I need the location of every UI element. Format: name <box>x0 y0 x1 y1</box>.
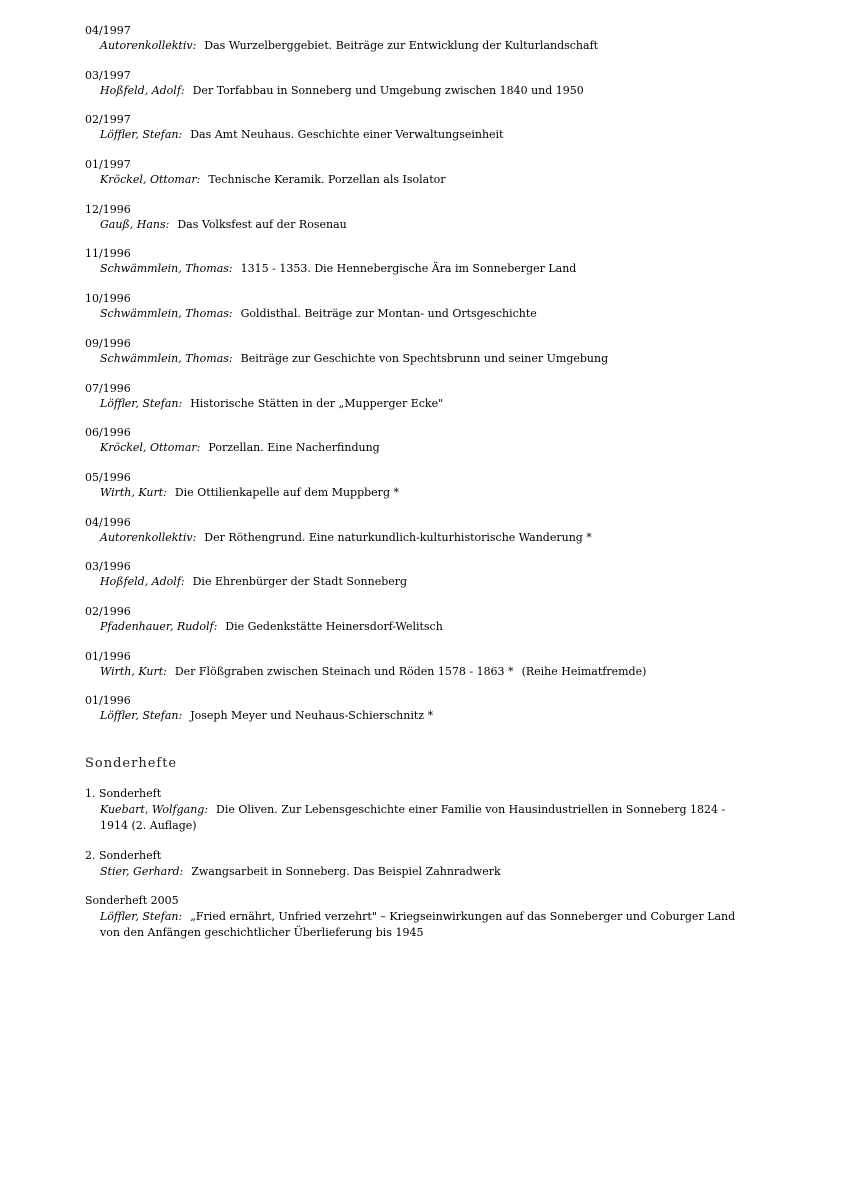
list-item <box>85 649 765 694</box>
list-item <box>85 470 765 515</box>
entry-author: Hoßfeld, Adolf: <box>100 575 185 589</box>
entry-date: 12/1996 <box>85 202 131 216</box>
special-author: Stier, Gerhard: <box>100 865 184 878</box>
special-title: Zwangsarbeit in Sonneberg. Das Beispiel Zahnradwerk <box>191 865 501 878</box>
special-body <box>85 909 755 941</box>
entry-date: 01/1996 <box>85 694 131 708</box>
entry-body <box>85 485 765 500</box>
list-item <box>85 157 765 202</box>
list-item <box>85 246 765 291</box>
entry-date: 03/1996 <box>85 560 131 574</box>
list-item <box>85 604 765 649</box>
entry-note: (Reihe Heimatfremde) <box>521 664 647 678</box>
special-title: „Fried ernährt, Unfried verzehrt" – Kriegseinwirkungen auf das Sonneberger und Coburger Land von den Anfängen geschichtlicher Überlieferung bis 1945 <box>100 910 736 939</box>
special-title: Die Oliven. Zur Lebensgeschichte einer Familie von Hausindustriellen in Sonneberg 1824 - 1914 (2. Auflage) <box>100 803 726 832</box>
entry-date: 01/1997 <box>85 158 131 172</box>
entry-title: Historische Stätten in der „Mupperger Ecke" <box>190 396 444 410</box>
entry-title: Der Flößgraben zwischen Steinach und Röden 1578 - 1863 * <box>174 664 514 678</box>
entry-author: Schwämmlein, Thomas: <box>100 307 233 321</box>
entry-body <box>85 38 765 53</box>
special-issue <box>85 848 755 880</box>
entry-title: Beiträge zur Geschichte von Spechtsbrunn und seiner Umgebung <box>240 351 609 365</box>
entry-date: 09/1996 <box>85 336 131 350</box>
entry-body <box>85 530 765 545</box>
special-heading: Sonderheft 2005 <box>85 894 179 907</box>
entry-date: 02/1996 <box>85 604 131 618</box>
entry-title: Die Ottilienkapelle auf dem Muppberg * <box>174 485 399 499</box>
list-item <box>85 336 765 381</box>
list-item <box>85 381 765 426</box>
entry-title: Der Röthengrund. Eine naturkundlich-kulturhistorische Wanderung * <box>204 530 592 544</box>
special-issue <box>85 893 755 941</box>
entry-author: Löffler, Stefan: <box>100 396 183 410</box>
entry-body <box>85 83 765 98</box>
special-author: Kuebart, Wolfgang: <box>100 803 209 816</box>
entry-author: Schwämmlein, Thomas: <box>100 351 233 365</box>
list-item <box>85 693 765 738</box>
list-item <box>85 23 765 68</box>
entry-author: Pfadenhauer, Rudolf: <box>100 619 218 633</box>
entry-body <box>85 351 765 366</box>
entry-date: 01/1996 <box>85 649 131 663</box>
special-body <box>85 864 755 880</box>
entry-author: Wirth, Kurt: <box>100 664 167 678</box>
publication-list <box>85 23 765 738</box>
entry-author: Autorenkollektiv: <box>100 530 197 544</box>
entry-body <box>85 440 765 455</box>
entry-title: Porzellan. Eine Nacherfindung <box>208 441 380 455</box>
entry-body <box>85 574 765 589</box>
list-item <box>85 112 765 157</box>
entry-date: 03/1997 <box>85 68 131 82</box>
entry-author: Gauß, Hans: <box>100 217 170 231</box>
entry-body <box>85 619 765 634</box>
list-item <box>85 291 765 336</box>
entry-title: Das Volksfest auf der Rosenau <box>177 217 347 231</box>
entry-date: 05/1996 <box>85 470 131 484</box>
entry-title: Das Wurzelberggebiet. Beiträge zur Entwicklung der Kulturlandschaft <box>204 39 599 52</box>
entry-title: Das Amt Neuhaus. Geschichte einer Verwaltungseinheit <box>190 128 504 142</box>
list-item <box>85 515 765 560</box>
entry-body <box>85 664 765 679</box>
entry-author: Löffler, Stefan: <box>100 709 183 723</box>
entry-author: Autorenkollektiv: <box>100 39 197 52</box>
entry-author: Löffler, Stefan: <box>100 128 183 142</box>
entry-date: 04/1996 <box>85 515 131 529</box>
entry-author: Schwämmlein, Thomas: <box>100 262 233 276</box>
entry-date: 07/1996 <box>85 381 131 395</box>
special-author: Löffler, Stefan: <box>100 910 183 923</box>
entry-date: 11/1996 <box>85 247 131 261</box>
entry-body <box>85 306 765 321</box>
special-heading: 1. Sonderheft <box>85 787 162 800</box>
special-heading: 2. Sonderheft <box>85 849 162 862</box>
entry-body <box>85 217 765 232</box>
special-body <box>85 802 755 834</box>
entry-author: Kröckel, Ottomar: <box>100 441 201 455</box>
list-item <box>85 559 765 604</box>
entry-date: 06/1996 <box>85 426 131 440</box>
list-item <box>85 425 765 470</box>
entry-date: 02/1997 <box>85 113 131 127</box>
entry-title: 1315 - 1353. Die Hennebergische Ära im Sonneberger Land <box>240 262 577 276</box>
entry-date: 04/1997 <box>85 24 131 37</box>
section-heading-sonderhefte: Sonderhefte <box>85 756 178 771</box>
entry-body <box>85 172 765 187</box>
entry-author: Hoßfeld, Adolf: <box>100 83 185 97</box>
list-item <box>85 202 765 247</box>
entry-title: Die Ehrenbürger der Stadt Sonneberg <box>192 575 408 589</box>
entry-body <box>85 396 765 411</box>
list-item <box>85 68 765 113</box>
entry-title: Goldisthal. Beiträge zur Montan- und Ortsgeschichte <box>240 307 537 321</box>
entry-title: Technische Keramik. Porzellan als Isolator <box>208 173 446 187</box>
special-issue <box>85 786 755 834</box>
entry-title: Die Gedenkstätte Heinersdorf-Welitsch <box>225 619 443 633</box>
entry-author: Wirth, Kurt: <box>100 485 167 499</box>
entry-body <box>85 261 765 276</box>
entry-title: Der Torfabbau in Sonneberg und Umgebung zwischen 1840 und 1950 <box>192 83 584 97</box>
entry-author: Kröckel, Ottomar: <box>100 173 201 187</box>
entry-body <box>85 127 765 142</box>
entry-body <box>85 708 765 723</box>
entry-date: 10/1996 <box>85 292 131 306</box>
entry-title: Joseph Meyer und Neuhaus-Schierschnitz * <box>190 709 434 723</box>
